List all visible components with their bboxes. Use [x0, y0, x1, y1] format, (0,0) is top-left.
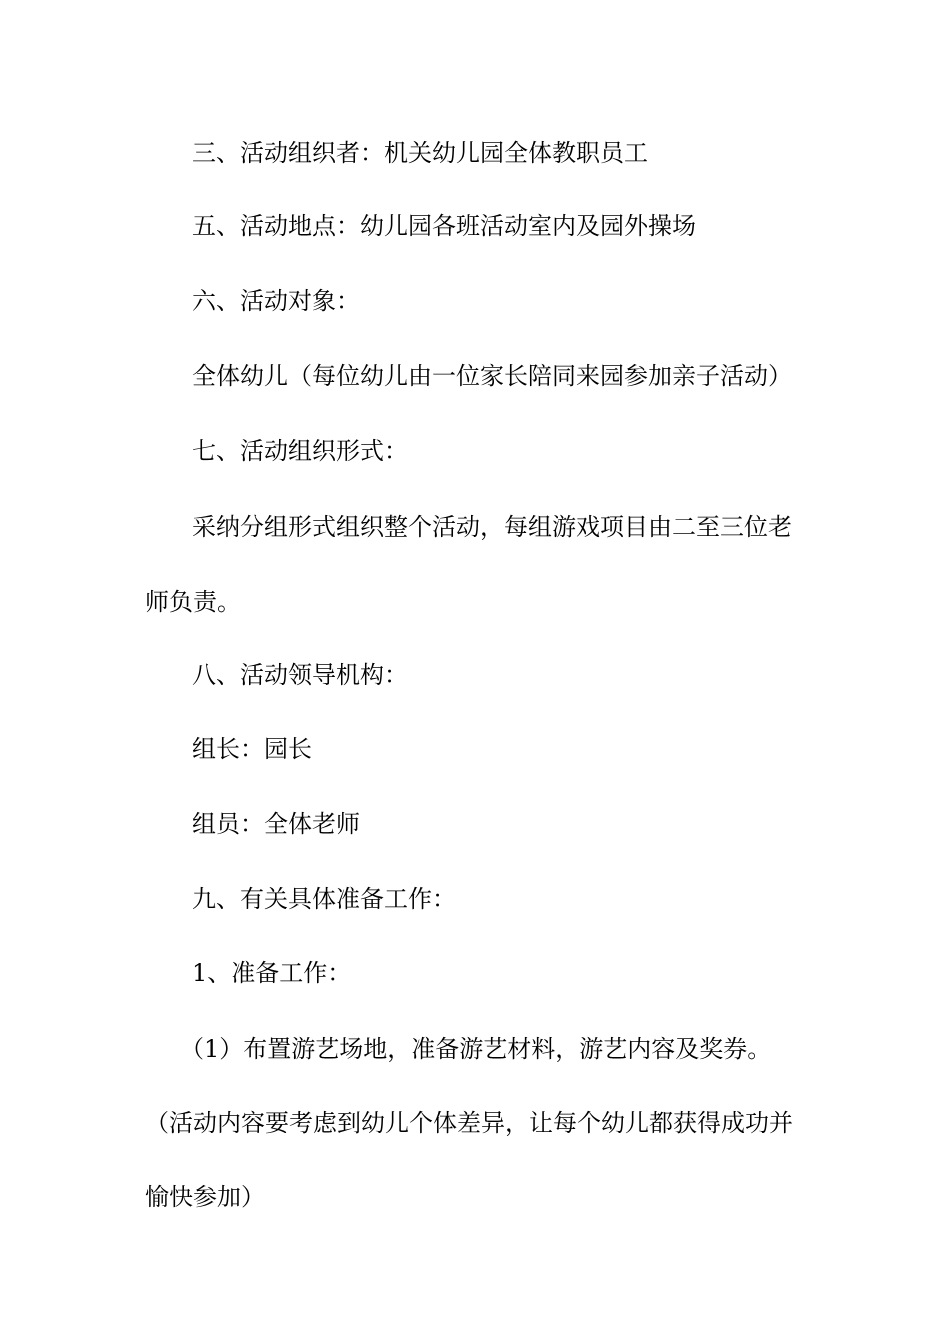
section-format-heading: 七、活动组织形式： — [192, 437, 408, 465]
section-organizer: 三、活动组织者：机关幼儿园全体教职员工 — [192, 139, 648, 167]
section-leadership-heading: 八、活动领导机构： — [192, 661, 408, 689]
preparation-item-1: （1）布置游艺场地，准备游艺材料，游艺内容及奖券。 — [180, 1035, 772, 1063]
leader-line: 组长：园长 — [192, 735, 312, 763]
preparation-subheading: 1、准备工作： — [192, 959, 352, 987]
section-location: 五、活动地点：幼儿园各班活动室内及园外操场 — [192, 212, 696, 240]
preparation-item-1-note: （活动内容要考虑到幼儿个体差异，让每个幼儿都获得成功并 — [145, 1109, 793, 1137]
members-line: 组员：全体老师 — [192, 810, 360, 838]
section-format-text: 采纳分组形式组织整个活动，每组游戏项目由二至三位老 — [192, 513, 792, 541]
section-target-heading: 六、活动对象： — [192, 287, 360, 315]
section-target-text: 全体幼儿（每位幼儿由一位家长陪同来园参加亲子活动） — [192, 362, 792, 390]
preparation-item-1-note-cont: 愉快参加） — [145, 1183, 265, 1211]
section-format-text-cont: 师负责。 — [145, 588, 241, 616]
section-preparation-heading: 九、有关具体准备工作： — [192, 885, 456, 913]
